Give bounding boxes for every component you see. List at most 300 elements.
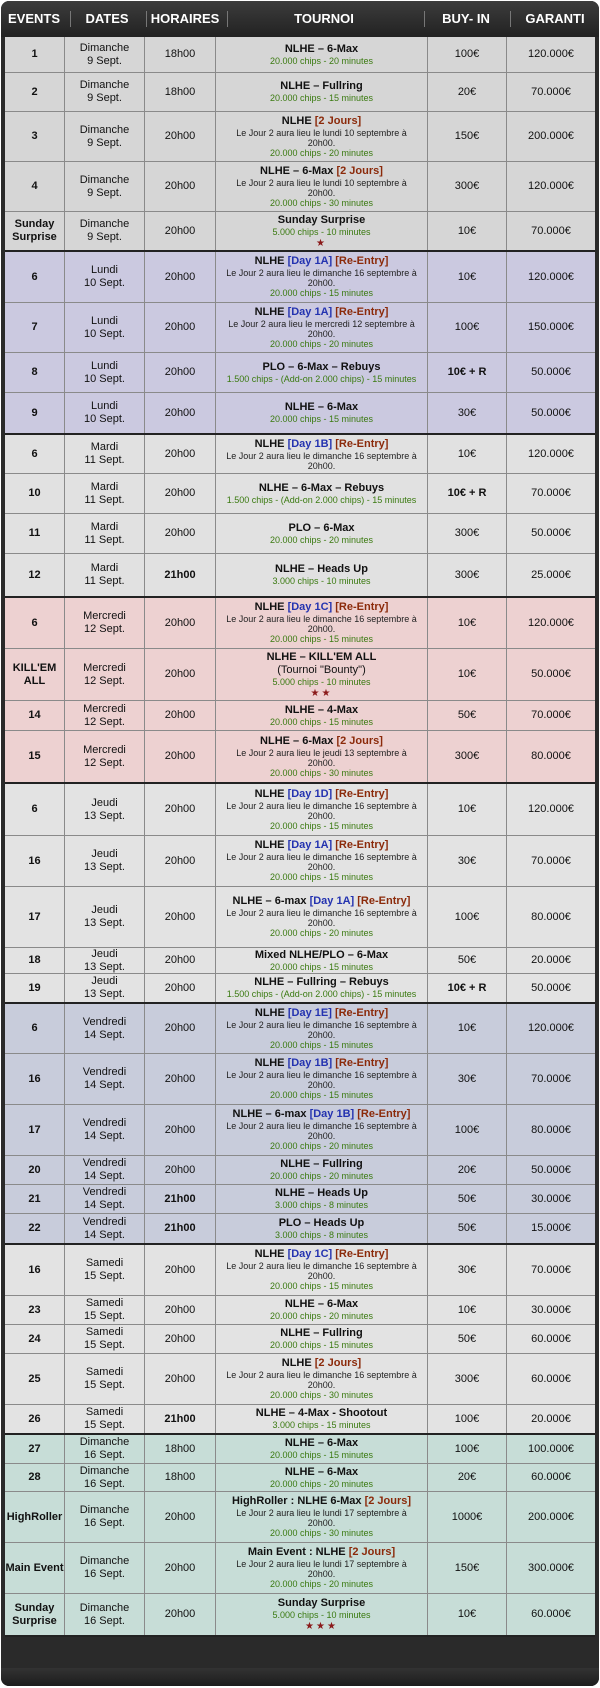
tournament-structure: 3.000 chips - 15 minutes bbox=[272, 1420, 371, 1430]
garanti-cell: 70.000€ bbox=[531, 224, 571, 237]
buyin-cell: 50€ bbox=[428, 1214, 507, 1243]
tournament-title bbox=[285, 43, 358, 56]
tournament-cell bbox=[216, 554, 428, 596]
tournament-structure: 20.000 chips - 20 minutes bbox=[269, 534, 374, 545]
tournament-title bbox=[233, 1108, 411, 1121]
time-cell: 20h00 bbox=[145, 598, 216, 648]
buyin-cell: 300€ bbox=[428, 514, 507, 553]
title-segment: Main Event : NLHE bbox=[247, 1546, 349, 1558]
title-segment: Sunday Surprise bbox=[277, 213, 366, 226]
tournament-structure: 1.500 chips - (Add-on 2.000 chips) - 15 minutes bbox=[226, 373, 417, 384]
tournament-cell bbox=[216, 974, 428, 1002]
tournament-cell bbox=[216, 112, 428, 161]
tournament-cell bbox=[216, 1054, 428, 1104]
event-cell: 21 bbox=[5, 1185, 65, 1213]
date-cell bbox=[65, 393, 145, 433]
event-cell: 20 bbox=[5, 1156, 65, 1184]
date-cell bbox=[65, 1405, 145, 1433]
time-cell: 20h00 bbox=[145, 303, 216, 352]
date-cell bbox=[65, 1156, 145, 1184]
event-cell: 6 bbox=[5, 252, 65, 302]
tournament-description: 20h00. bbox=[307, 328, 336, 339]
date-day: Dimanche bbox=[79, 1601, 130, 1614]
table-row bbox=[5, 598, 595, 649]
buyin-cell: 10€ + R bbox=[428, 474, 507, 513]
time-cell: 20h00 bbox=[145, 1325, 216, 1353]
date-date: 14 Sept. bbox=[84, 1079, 125, 1091]
tournament-description: 20h00. bbox=[307, 757, 336, 768]
tournament-description: Le Jour 2 aura lieu le dimanche 16 septembre à bbox=[226, 268, 417, 278]
tournament-cell bbox=[216, 303, 428, 352]
tournament-cell bbox=[216, 836, 428, 886]
title-segment: NLHE – 6-Max bbox=[284, 42, 359, 55]
garanti-cell: 50.000€ bbox=[531, 1163, 571, 1176]
day-group bbox=[5, 1004, 595, 1245]
date-cell bbox=[65, 353, 145, 392]
tournament-title bbox=[267, 651, 377, 664]
tournament-title bbox=[285, 1466, 358, 1479]
tournament-cell bbox=[216, 1405, 428, 1433]
tournament-cell bbox=[216, 1004, 428, 1053]
time-cell: 20h00 bbox=[145, 1054, 216, 1104]
date-day: Mardi bbox=[90, 520, 119, 533]
date-date: 16 Sept. bbox=[84, 1449, 125, 1461]
title-segment: NLHE – 6-Max – Rebuys bbox=[258, 481, 385, 494]
table-row bbox=[5, 948, 595, 974]
buyin-cell: 10€ + R bbox=[428, 974, 507, 1002]
tournament-description: Le Jour 2 aura lieu le dimanche 16 septembre à bbox=[226, 1070, 417, 1080]
garanti-cell: 60.000€ bbox=[531, 1471, 571, 1483]
tournament-description: 20h00. bbox=[307, 1131, 336, 1141]
title-segment: [Re-Entry] bbox=[357, 895, 411, 907]
time-cell: 18h00 bbox=[145, 73, 216, 111]
table-row bbox=[5, 1405, 595, 1433]
date-day: Dimanche bbox=[79, 1436, 130, 1448]
title-segment: [2 Jours] bbox=[348, 1546, 396, 1558]
date-date: 14 Sept. bbox=[84, 1170, 125, 1182]
tournament-title bbox=[255, 1248, 389, 1261]
title-segment: NLHE – 6-Max bbox=[284, 1298, 359, 1310]
time-cell: 20h00 bbox=[145, 887, 216, 947]
buyin-cell: 10€ + R bbox=[428, 353, 507, 392]
tournament-structure: 20.000 chips - 30 minutes bbox=[269, 1528, 374, 1538]
table-row bbox=[5, 1054, 595, 1105]
date-day: Lundi bbox=[91, 264, 118, 276]
header-buyin: BUY- IN bbox=[442, 11, 490, 26]
time-cell: 20h00 bbox=[145, 1296, 216, 1324]
title-segment: [Re-Entry] bbox=[335, 1057, 389, 1069]
tournament-cell bbox=[216, 784, 428, 835]
title-segment: NLHE – 6-Max bbox=[284, 1465, 359, 1478]
garanti-cell: 20.000€ bbox=[531, 954, 571, 966]
buyin-cell: 20€ bbox=[428, 1464, 507, 1491]
title-segment: NLHE bbox=[254, 437, 288, 450]
garanti-cell: 30.000€ bbox=[531, 1303, 571, 1316]
date-date: 14 Sept. bbox=[84, 1028, 125, 1041]
date-cell bbox=[65, 303, 145, 352]
date-cell bbox=[65, 701, 145, 730]
tournament-cell bbox=[216, 1492, 428, 1542]
date-day: Mardi bbox=[90, 441, 119, 453]
event-cell: Sunday Surprise bbox=[5, 212, 65, 250]
tournament-title bbox=[275, 1187, 368, 1200]
title-segment: Sunday Surprise bbox=[277, 1597, 366, 1609]
garanti-cell: 120.000€ bbox=[528, 803, 574, 815]
garanti-cell: 70.000€ bbox=[531, 1263, 571, 1276]
table-header bbox=[1, 1, 599, 37]
tournament-cell bbox=[216, 212, 428, 250]
day-group bbox=[5, 435, 595, 598]
date-date: 9 Sept. bbox=[87, 231, 122, 243]
title-segment: [Day 1B] bbox=[287, 437, 336, 450]
date-day: Vendredi bbox=[82, 1117, 127, 1129]
buyin-cell: 50€ bbox=[428, 701, 507, 730]
tournament-structure: 20.000 chips - 20 minutes bbox=[269, 928, 374, 938]
time-cell: 20h00 bbox=[145, 435, 216, 473]
tournament-title bbox=[255, 255, 389, 268]
tournament-cell bbox=[216, 393, 428, 433]
date-cell bbox=[65, 162, 145, 211]
garanti-cell: 200.000€ bbox=[528, 130, 574, 142]
tournament-title bbox=[255, 949, 388, 962]
date-day: Samedi bbox=[85, 1257, 124, 1269]
table-row bbox=[5, 353, 595, 393]
tournament-title bbox=[255, 788, 389, 801]
tournament-structure: 5.000 chips - 10 minutes bbox=[272, 226, 371, 237]
date-date: 12 Sept. bbox=[84, 715, 125, 728]
tournament-structure: 3.000 chips - 10 minutes bbox=[272, 576, 371, 586]
table-row bbox=[5, 1156, 595, 1185]
tournament-title bbox=[282, 1357, 361, 1370]
tournament-title bbox=[255, 306, 389, 319]
event-cell: KILL'EM ALL bbox=[5, 649, 65, 700]
date-cell bbox=[65, 887, 145, 947]
tournament-title bbox=[255, 438, 389, 451]
title-segment: [Day 1E] bbox=[287, 1006, 335, 1019]
table-row bbox=[5, 37, 595, 73]
date-cell bbox=[65, 1464, 145, 1491]
garanti-cell: 50.000€ bbox=[531, 981, 571, 994]
tournament-structure: 20.000 chips - 15 minutes bbox=[269, 820, 374, 831]
event-cell: Main Event bbox=[5, 1543, 65, 1593]
table-row bbox=[5, 435, 595, 474]
title-segment: NLHE – 4-Max bbox=[284, 703, 359, 716]
date-day: Vendredi bbox=[82, 1215, 127, 1228]
table-row bbox=[5, 1354, 595, 1405]
event-cell: 17 bbox=[5, 1105, 65, 1155]
garanti-cell: 50.000€ bbox=[531, 406, 571, 419]
date-day: Dimanche bbox=[79, 1504, 130, 1516]
title-segment: NLHE bbox=[281, 1357, 315, 1369]
event-cell: 2 bbox=[5, 73, 65, 111]
header-horaires: HORAIRES bbox=[150, 11, 220, 26]
date-cell bbox=[65, 1185, 145, 1213]
garanti-cell: 50.000€ bbox=[531, 366, 571, 378]
buyin-cell: 20€ bbox=[428, 73, 507, 111]
title-segment: [Re-Entry] bbox=[335, 601, 389, 613]
date-cell bbox=[65, 836, 145, 886]
time-cell: 20h00 bbox=[145, 353, 216, 392]
table-row bbox=[5, 162, 595, 212]
tournament-structure: 20.000 chips - 15 minutes bbox=[269, 288, 374, 298]
date-day: Jeudi bbox=[91, 904, 118, 916]
title-segment: PLO – 6-Max – Rebuys bbox=[262, 360, 381, 373]
date-date: 11 Sept. bbox=[84, 575, 125, 587]
tournament-structure: 20.000 chips - 20 minutes bbox=[269, 1311, 374, 1321]
date-date: 15 Sept. bbox=[84, 1339, 125, 1351]
day-group bbox=[5, 784, 595, 1004]
buyin-cell: 100€ bbox=[428, 37, 507, 72]
title-segment: [Re-Entry] bbox=[335, 437, 389, 450]
tournament-cell bbox=[216, 701, 428, 730]
title-segment: [Re-Entry] bbox=[334, 1006, 389, 1019]
table-row bbox=[5, 974, 595, 1002]
time-cell: 21h00 bbox=[145, 554, 216, 596]
tournament-description: Le Jour 2 aura lieu le dimanche 16 septembre à bbox=[226, 800, 417, 811]
date-date: 11 Sept. bbox=[84, 454, 125, 466]
time-cell: 20h00 bbox=[145, 1354, 216, 1404]
header-tournoi: TOURNOI bbox=[294, 11, 354, 26]
tournament-title bbox=[263, 361, 381, 374]
table-row bbox=[5, 701, 595, 731]
tournament-title bbox=[255, 601, 389, 614]
tournament-description: 20h00. bbox=[307, 1518, 336, 1528]
table-row bbox=[5, 1325, 595, 1354]
time-cell: 20h00 bbox=[145, 1492, 216, 1542]
date-date: 10 Sept. bbox=[84, 327, 125, 340]
buyin-cell: 100€ bbox=[428, 303, 507, 352]
buyin-cell: 100€ bbox=[428, 1105, 507, 1155]
title-segment: [Day 1B] bbox=[287, 1057, 336, 1069]
date-day: Samedi bbox=[85, 1326, 124, 1338]
date-cell bbox=[65, 1492, 145, 1542]
title-segment: [Day 1C] bbox=[287, 1248, 336, 1260]
time-cell: 20h00 bbox=[145, 474, 216, 513]
event-cell: 11 bbox=[5, 514, 65, 553]
event-cell: 9 bbox=[5, 393, 65, 433]
tournament-title bbox=[282, 115, 361, 128]
tournament-description: 20h00. bbox=[307, 137, 336, 148]
table-row bbox=[5, 887, 595, 948]
date-day: Samedi bbox=[85, 1406, 124, 1418]
date-cell bbox=[65, 1594, 145, 1635]
garanti-cell: 150.000€ bbox=[528, 321, 574, 333]
date-day: Jeudi bbox=[91, 948, 118, 960]
tournament-structure: 20.000 chips - 20 minutes bbox=[269, 1171, 374, 1181]
date-date: 11 Sept. bbox=[84, 493, 125, 506]
date-day: Mardi bbox=[90, 562, 119, 574]
table-row bbox=[5, 649, 595, 701]
event-cell: 24 bbox=[5, 1325, 65, 1353]
tournament-structure: 20.000 chips - 15 minutes bbox=[269, 1281, 374, 1291]
garanti-cell: 70.000€ bbox=[531, 709, 571, 721]
time-cell: 20h00 bbox=[145, 731, 216, 782]
tournament-structure: 20.000 chips - 30 minutes bbox=[269, 197, 374, 208]
tournament-structure: 20.000 chips - 20 minutes bbox=[269, 55, 374, 66]
day-group bbox=[5, 37, 595, 252]
tournament-description: 20h00. bbox=[307, 460, 336, 471]
date-date: 11 Sept. bbox=[84, 533, 125, 546]
tournament-cell bbox=[216, 1185, 428, 1213]
date-day: Lundi bbox=[91, 314, 118, 327]
tournament-cell bbox=[216, 73, 428, 111]
title-segment: NLHE – 6-Max bbox=[260, 734, 337, 747]
date-day: Mardi bbox=[90, 480, 119, 493]
day-group bbox=[5, 1245, 595, 1435]
buyin-cell: 20€ bbox=[428, 1156, 507, 1184]
table-row bbox=[5, 1464, 595, 1492]
date-cell bbox=[65, 112, 145, 161]
date-day: Dimanche bbox=[79, 123, 130, 136]
title-segment: NLHE – Fullring bbox=[280, 1158, 363, 1170]
tournament-cell bbox=[216, 1325, 428, 1353]
title-segment: [Re-Entry] bbox=[335, 787, 389, 800]
tournament-title bbox=[285, 401, 358, 414]
tournament-title bbox=[285, 1298, 358, 1311]
garanti-cell: 70.000€ bbox=[531, 85, 571, 98]
garanti-cell: 80.000€ bbox=[531, 750, 571, 762]
date-cell bbox=[65, 1214, 145, 1243]
title-segment: [Day 1D] bbox=[287, 787, 336, 800]
date-cell bbox=[65, 474, 145, 513]
tournament-title bbox=[255, 1057, 389, 1070]
schedule-table bbox=[1, 1, 599, 1686]
title-segment: [Re-Entry] bbox=[335, 305, 389, 318]
buyin-cell: 10€ bbox=[428, 212, 507, 250]
event-cell: 16 bbox=[5, 836, 65, 886]
tournament-description: Le Jour 2 aura lieu le jeudi 13 septembre à bbox=[236, 747, 407, 758]
table-row bbox=[5, 1245, 595, 1296]
time-cell: 20h00 bbox=[145, 948, 216, 973]
garanti-cell: 70.000€ bbox=[531, 487, 571, 499]
title-segment: NLHE bbox=[281, 114, 315, 127]
table-row bbox=[5, 212, 595, 250]
tournament-title bbox=[256, 1407, 387, 1420]
title-segment: [Day 1C] bbox=[287, 601, 336, 613]
title-segment: NLHE – Heads Up bbox=[275, 563, 368, 575]
star-icon: ★★ bbox=[310, 687, 333, 699]
table-row bbox=[5, 252, 595, 303]
title-segment: [Day 1B] bbox=[309, 1108, 358, 1120]
date-cell bbox=[65, 1004, 145, 1053]
date-cell bbox=[65, 435, 145, 473]
buyin-cell: 50€ bbox=[428, 1325, 507, 1353]
tournament-structure: 20.000 chips - 20 minutes bbox=[269, 338, 374, 349]
table-row bbox=[5, 112, 595, 162]
buyin-cell: 10€ bbox=[428, 1296, 507, 1324]
tournament-structure: 1.500 chips - (Add-on 2.000 chips) - 15 minutes bbox=[226, 989, 417, 999]
tournament-description: Le Jour 2 aura lieu le dimanche 16 septembre à bbox=[226, 1019, 417, 1030]
time-cell: 20h00 bbox=[145, 1543, 216, 1593]
date-date: 16 Sept. bbox=[84, 1568, 125, 1580]
tournament-description: 20h00. bbox=[307, 810, 336, 821]
date-day: Lundi bbox=[91, 400, 118, 412]
event-cell: 28 bbox=[5, 1464, 65, 1491]
tournament-title bbox=[280, 80, 363, 93]
tournament-cell bbox=[216, 1105, 428, 1155]
tournament-cell bbox=[216, 1156, 428, 1184]
tournament-description: Le Jour 2 aura lieu le dimanche 16 septembre à bbox=[226, 1121, 417, 1131]
date-cell bbox=[65, 1054, 145, 1104]
tournament-structure: 20.000 chips - 15 minutes bbox=[269, 414, 374, 424]
tournament-structure: 20.000 chips - 15 minutes bbox=[269, 1450, 374, 1460]
star-icon: ★★★ bbox=[305, 1621, 338, 1632]
buyin-cell: 300€ bbox=[428, 554, 507, 596]
title-segment: [Day 1A] bbox=[309, 895, 358, 907]
time-cell: 21h00 bbox=[145, 1405, 216, 1433]
buyin-cell: 30€ bbox=[428, 393, 507, 433]
event-cell: 1 bbox=[5, 37, 65, 72]
tournament-description: Le Jour 2 aura lieu le dimanche 16 septembre à bbox=[226, 614, 417, 624]
tournament-structure: 20.000 chips - 15 minutes bbox=[269, 961, 374, 972]
garanti-cell: 70.000€ bbox=[531, 854, 571, 867]
time-cell: 20h00 bbox=[145, 212, 216, 250]
date-cell bbox=[65, 1543, 145, 1593]
table-row bbox=[5, 1543, 595, 1594]
buyin-cell: 50€ bbox=[428, 948, 507, 973]
header-events: EVENTS bbox=[7, 11, 60, 26]
date-day: Dimanche bbox=[79, 41, 130, 54]
date-date: 13 Sept. bbox=[84, 861, 125, 873]
title-segment: [Re-Entry] bbox=[335, 1248, 389, 1260]
table-row bbox=[5, 731, 595, 782]
tournament-structure: 20.000 chips - 15 minutes bbox=[269, 93, 374, 103]
day-group bbox=[5, 1435, 595, 1637]
event-cell: 7 bbox=[5, 303, 65, 352]
time-cell: 18h00 bbox=[145, 37, 216, 72]
garanti-cell: 300.000€ bbox=[528, 1561, 574, 1574]
buyin-cell: 300€ bbox=[428, 1354, 507, 1404]
date-date: 9 Sept. bbox=[87, 136, 122, 149]
time-cell: 20h00 bbox=[145, 701, 216, 730]
table-row bbox=[5, 784, 595, 836]
date-date: 10 Sept. bbox=[84, 277, 125, 289]
date-day: Vendredi bbox=[82, 1015, 127, 1028]
date-date: 16 Sept. bbox=[84, 1614, 125, 1627]
buyin-cell: 30€ bbox=[428, 1245, 507, 1295]
tournament-cell bbox=[216, 1245, 428, 1295]
tournament-title bbox=[280, 1327, 363, 1340]
tournament-cell bbox=[216, 1464, 428, 1491]
event-cell: 17 bbox=[5, 887, 65, 947]
garanti-cell: 60.000€ bbox=[531, 1332, 571, 1345]
buyin-cell: 10€ bbox=[428, 1004, 507, 1053]
tournament-cell bbox=[216, 162, 428, 211]
buyin-cell: 1000€ bbox=[428, 1492, 507, 1542]
date-cell bbox=[65, 1245, 145, 1295]
date-day: Jeudi bbox=[91, 796, 118, 809]
garanti-cell: 80.000€ bbox=[531, 910, 571, 923]
garanti-cell: 120.000€ bbox=[528, 270, 574, 283]
buyin-cell: 10€ bbox=[428, 252, 507, 302]
garanti-cell: 50.000€ bbox=[531, 527, 571, 539]
tournament-title bbox=[254, 976, 388, 989]
date-day: Dimanche bbox=[79, 1555, 130, 1567]
date-date: 10 Sept. bbox=[84, 413, 125, 425]
title-segment: NLHE bbox=[254, 305, 288, 318]
date-day: Vendredi bbox=[82, 1157, 127, 1169]
garanti-cell: 200.000€ bbox=[528, 1510, 574, 1523]
tournament-title bbox=[232, 1495, 411, 1508]
tournament-title bbox=[275, 563, 368, 576]
date-cell bbox=[65, 554, 145, 596]
time-cell: 18h00 bbox=[145, 1464, 216, 1491]
title-segment: [Re-Entry] bbox=[335, 839, 389, 851]
date-cell bbox=[65, 974, 145, 1002]
tournament-description: Le Jour 2 aura lieu le dimanche 16 septembre à bbox=[226, 852, 417, 862]
title-segment: NLHE bbox=[254, 601, 288, 613]
tournament-structure: 20.000 chips - 30 minutes bbox=[269, 767, 374, 778]
